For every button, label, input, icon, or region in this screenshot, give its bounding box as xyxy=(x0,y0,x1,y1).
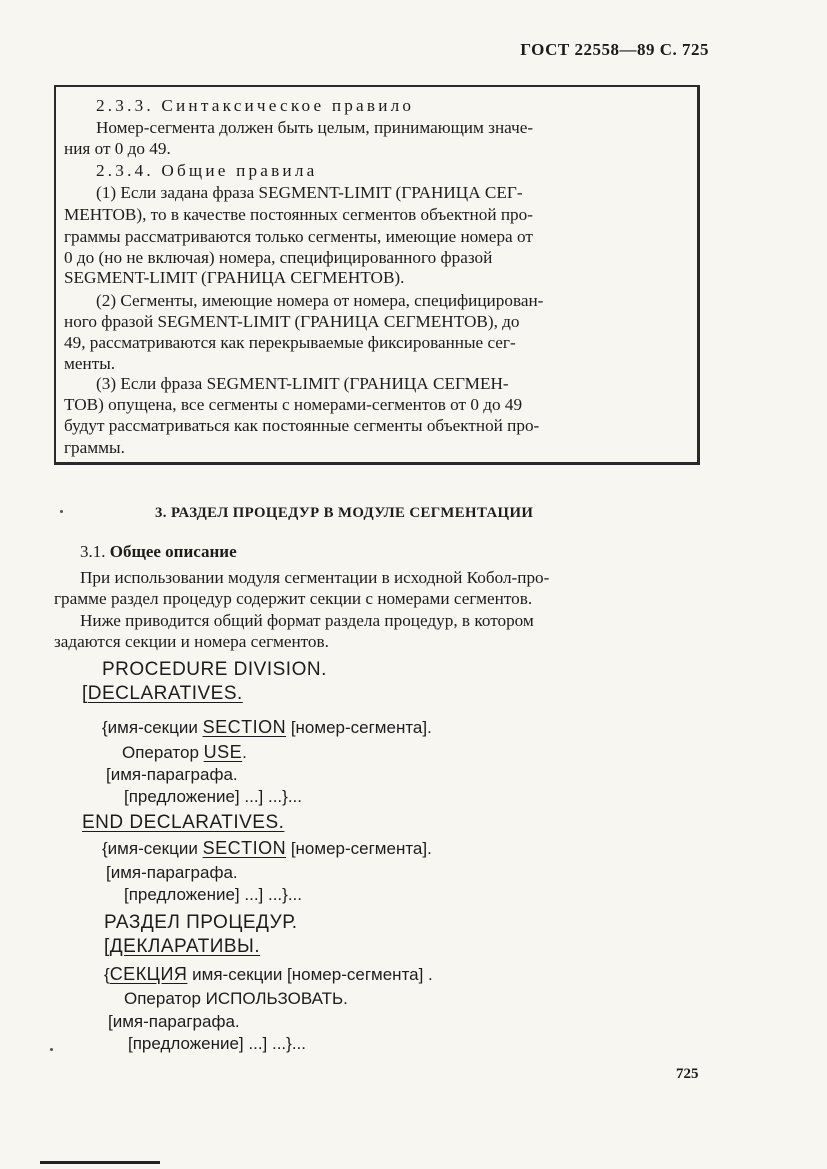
bracket: [ xyxy=(82,683,88,704)
format-line-7 xyxy=(82,812,284,834)
format-line-14: Оператор ИСПОЛЬЗОВАТЬ. xyxy=(124,989,348,1008)
box-line-16: будут рассматриваться как постоянные сегменты объектной про- xyxy=(64,416,540,435)
paragraph-line-4: задаются секции и номера сегментов. xyxy=(54,632,329,651)
box-line-12: 49, рассматриваются как перекрываемые фиксированные сег- xyxy=(64,333,516,352)
format-line-10: [предложение] ...] ...}... xyxy=(124,885,303,904)
brace: { xyxy=(104,965,110,984)
section-title: 3. РАЗДЕЛ ПРОЦЕДУР В МОДУЛЕ СЕГМЕНТАЦИИ xyxy=(155,505,534,521)
use-keyword: USE xyxy=(203,742,243,762)
page-header: ГОСТ 22558—89 С. 725 xyxy=(520,40,709,59)
paragraph-line-1: При использовании модуля сегментации в исходной Кобол-про- xyxy=(80,568,550,587)
section-ru-keyword: СЕКЦИЯ xyxy=(109,964,188,984)
box-line-10: (2) Сегменты, имеющие номера от номера, специфицирован- xyxy=(96,291,544,310)
box-line-3: ния от 0 до 49. xyxy=(64,139,171,158)
subsection-number: 3.1. xyxy=(80,542,106,561)
format-line-11: РАЗДЕЛ ПРОЦЕДУР. xyxy=(104,912,298,933)
paragraph-line-2: грамме раздел процедур содержит секции с номерами сегментов. xyxy=(54,589,533,608)
box-line-17: граммы. xyxy=(64,438,125,457)
footer-rule xyxy=(40,1161,160,1164)
box-line-11: ного фразой SEGMENT-LIMIT (ГРАНИЦА СЕГМЕНТОВ), до xyxy=(64,312,520,331)
end-declaratives-keyword: END DECLARATIVES. xyxy=(82,812,285,833)
box-line-6: МЕНТОВ), то в качестве постоянных сегментов объектной про- xyxy=(64,205,533,224)
period: . xyxy=(242,743,247,762)
format-line-2 xyxy=(82,683,243,705)
declaratives-keyword: DECLARATIVES. xyxy=(87,683,243,704)
page-number: 725 xyxy=(676,1066,699,1082)
segment-number-text: [номер-сегмента]. xyxy=(286,839,432,858)
format-line-3 xyxy=(102,717,432,738)
subsection-title: Общее описание xyxy=(109,542,237,561)
box-line-4: 2.3.4. Общие правила xyxy=(96,161,318,180)
format-line-4 xyxy=(122,742,247,763)
box-line-1: 2.3.3. Синтаксическое правило xyxy=(96,96,415,115)
box-line-8: 0 до (но не включая) номера, специфицированного фразой xyxy=(64,248,493,267)
box-line-13: менты. xyxy=(64,354,116,373)
box-line-7: граммы рассматриваются только сегменты, имеющие номера от xyxy=(64,227,533,246)
box-line-15: ТОВ) опущена, все сегменты с номерами-сегментов от 0 до 49 xyxy=(64,395,523,414)
format-line-16: [предложение] ...] ...}... xyxy=(128,1034,307,1053)
format-line-15: [имя-параграфа. xyxy=(108,1012,240,1031)
section-name-text: имя-секции [номер-сегмента] . xyxy=(187,965,433,984)
declaratives-ru-keyword: ДЕКЛАРАТИВЫ. xyxy=(109,936,261,957)
scan-speck xyxy=(50,1048,53,1051)
scan-speck xyxy=(60,510,63,513)
bracket: [ xyxy=(104,936,110,957)
section-name-text: {имя-секции xyxy=(102,718,203,737)
format-line-8 xyxy=(102,838,432,859)
subsection-heading xyxy=(80,542,237,562)
format-line-5: [имя-параграфа. xyxy=(106,765,238,784)
box-line-9: SEGMENT-LIMIT (ГРАНИЦА СЕГМЕНТОВ). xyxy=(64,268,405,287)
format-line-6: [предложение] ...] ...}... xyxy=(124,787,303,806)
segment-number-text: [номер-сегмента]. xyxy=(286,718,432,737)
format-line-13 xyxy=(104,964,433,985)
section-keyword: SECTION xyxy=(202,838,287,858)
format-line-9: [имя-параграфа. xyxy=(106,863,238,882)
box-line-14: (3) Если фраза SEGMENT-LIMIT (ГРАНИЦА СЕГМЕН- xyxy=(96,374,509,393)
box-line-5: (1) Если задана фраза SEGMENT-LIMIT (ГРАНИЦА СЕГ- xyxy=(96,183,523,202)
paragraph-line-3: Ниже приводится общий формат раздела процедур, в котором xyxy=(80,611,534,630)
box-line-2: Номер-сегмента должен быть целым, принимающим значе- xyxy=(96,118,534,137)
operator-text: Оператор xyxy=(122,743,204,762)
format-line-1: PROCEDURE DIVISION. xyxy=(102,659,327,680)
section-name-text: {имя-секции xyxy=(102,839,203,858)
section-keyword: SECTION xyxy=(202,717,287,737)
format-line-12 xyxy=(104,936,260,958)
